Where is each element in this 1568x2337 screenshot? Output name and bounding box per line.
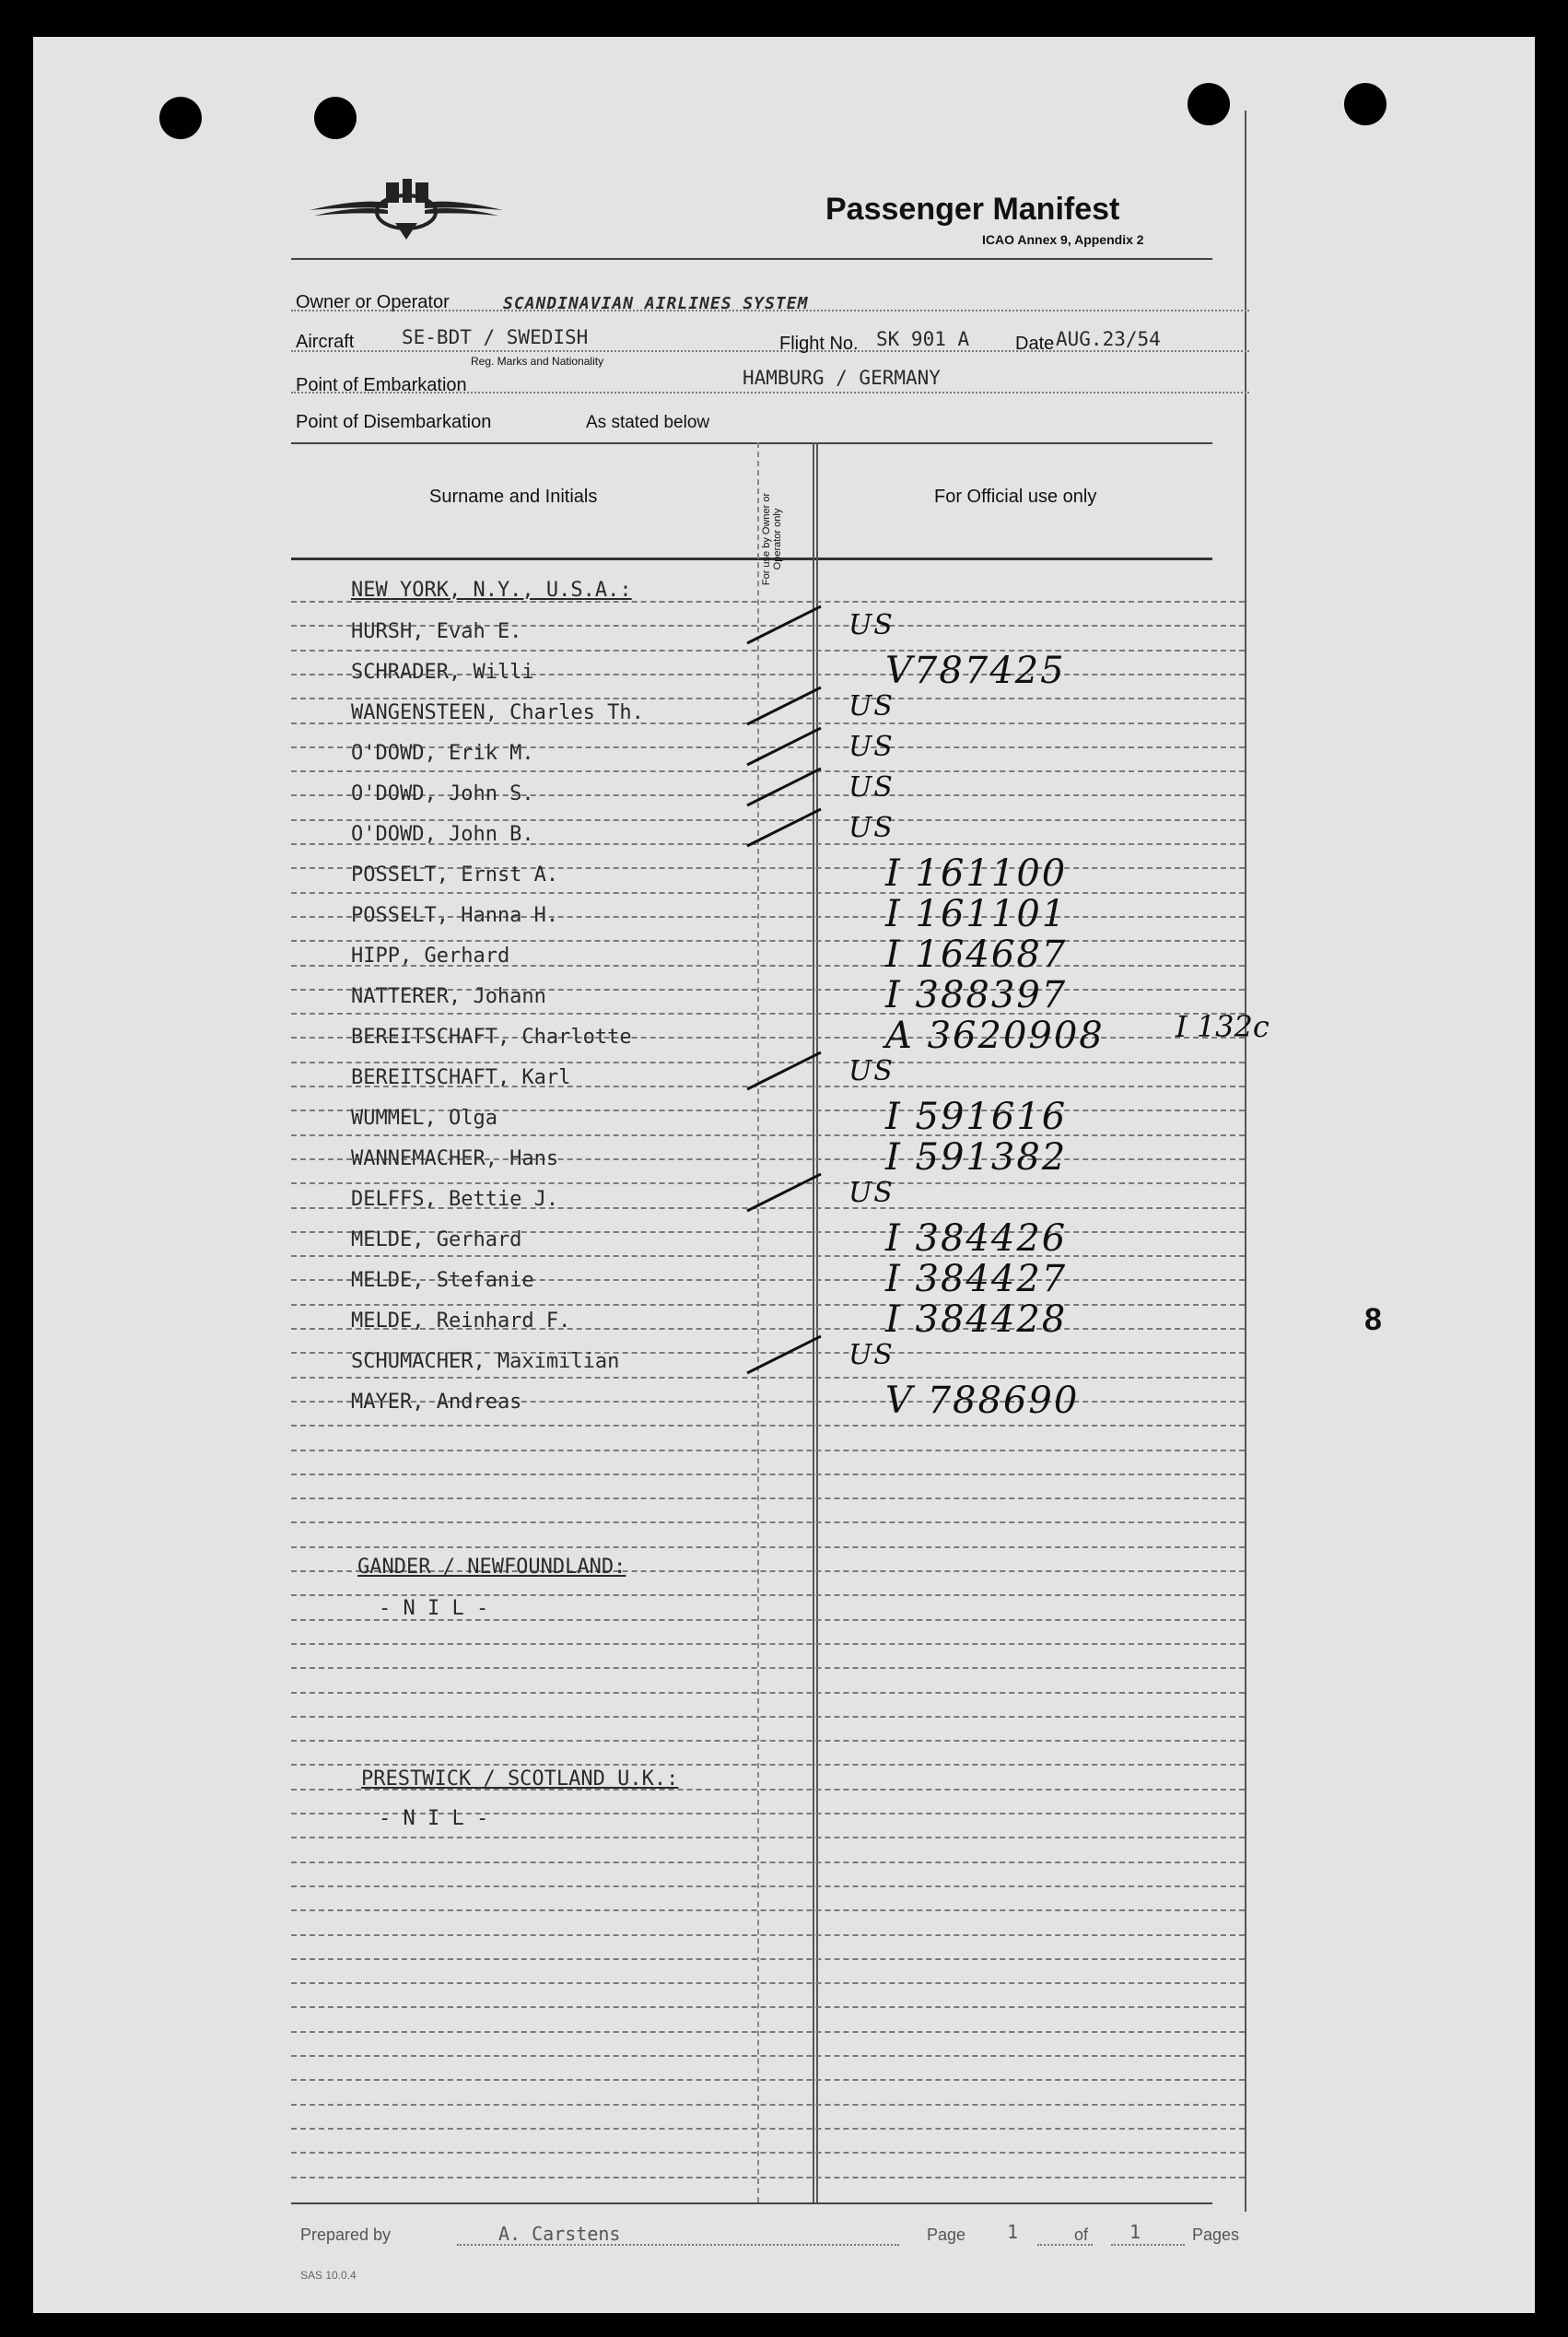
official-entry: I 591382 [885, 1136, 1068, 1179]
official-entry: I 384426 [885, 1217, 1068, 1260]
disembarkation-label: Point of Disembarkation [296, 412, 492, 432]
of-value: 1 [1129, 2221, 1141, 2243]
official-entry: A 3620908 [885, 1015, 1105, 1057]
aircraft-label: Aircraft [296, 332, 355, 352]
official-entry: I 384427 [885, 1258, 1068, 1300]
official-entry: I 161100 [885, 852, 1068, 895]
punch-hole [1188, 83, 1230, 125]
passenger-name: MELDE, Reinhard F. [351, 1309, 571, 1333]
margin-number: 8 [1364, 1302, 1382, 1337]
section-heading: GANDER / NEWFOUNDLAND: [357, 1556, 626, 1579]
aircraft-value: SE-BDT / SWEDISH [402, 326, 589, 348]
check-tick-mark [743, 1169, 825, 1215]
official-entry: US [848, 1177, 895, 1209]
document-title: Passenger Manifest [825, 192, 1120, 227]
official-extra: I 132c [1176, 1009, 1270, 1044]
divider [291, 2202, 1212, 2204]
official-entry: US [848, 771, 895, 804]
check-tick-mark [743, 683, 825, 729]
check-tick-mark [743, 602, 825, 648]
passenger-name: HIPP, Gerhard [351, 945, 510, 968]
official-entry: US [848, 1339, 895, 1371]
airline-logo [305, 175, 508, 249]
manifest-page [33, 37, 1535, 2313]
date-value: AUG.23/54 [1056, 328, 1161, 350]
page-label: Page [927, 2225, 966, 2244]
official-entry: I 161101 [885, 893, 1068, 935]
right-rule [1245, 111, 1246, 2212]
official-entry: V787425 [885, 650, 1066, 692]
check-tick-mark [743, 764, 825, 810]
prepared-value: A. Carstens [498, 2223, 621, 2245]
passenger-name: SCHRADER, Willi [351, 661, 534, 684]
section-note: - N I L - [379, 1597, 489, 1620]
punch-hole [314, 97, 357, 139]
check-tick-mark [743, 1332, 825, 1378]
section-heading: NEW YORK, N.Y., U.S.A.: [351, 579, 632, 602]
disembarkation-value: As stated below [586, 413, 710, 432]
passenger-name: WUMMEL, Olga [351, 1107, 497, 1130]
passenger-name: O'DOWD, Erik M. [351, 742, 534, 765]
passenger-name: DELFFS, Bettie J. [351, 1188, 559, 1211]
passenger-name: POSSELT, Ernst A. [351, 863, 559, 887]
passenger-name: BEREITSCHAFT, Charlotte [351, 1026, 632, 1049]
embarkation-value: HAMBURG / GERMANY [743, 367, 941, 389]
passenger-name: MAYER, Andreas [351, 1391, 522, 1414]
aircraft-sublabel: Reg. Marks and Nationality [471, 355, 604, 368]
form-code: SAS 10.0.4 [300, 2269, 357, 2282]
official-entry: US [848, 731, 895, 763]
passenger-name: O'DOWD, John S. [351, 782, 534, 805]
official-entry: US [848, 812, 895, 844]
passenger-name: MELDE, Gerhard [351, 1228, 522, 1251]
passenger-name: WANGENSTEEN, Charles Th. [351, 701, 644, 724]
document-subtitle: ICAO Annex 9, Appendix 2 [982, 232, 1144, 247]
passenger-name: BEREITSCHAFT, Karl [351, 1066, 571, 1089]
prepared-label: Prepared by [300, 2225, 392, 2244]
pages-label: Pages [1192, 2225, 1240, 2244]
official-entry: US [848, 690, 895, 722]
official-entry: V 788690 [885, 1380, 1080, 1422]
owner-value: SCANDINAVIAN AIRLINES SYSTEM [503, 294, 809, 313]
official-entry: I 164687 [885, 934, 1068, 976]
punch-hole [1344, 83, 1387, 125]
passenger-name: NATTERER, Johann [351, 985, 546, 1008]
check-tick-mark [743, 804, 825, 851]
official-entry: US [848, 609, 895, 641]
passenger-name: POSSELT, Hanna H. [351, 904, 559, 927]
flight-label: Flight No. [779, 334, 859, 354]
date-label: Date [1015, 334, 1055, 354]
flight-value: SK 901 A [876, 328, 970, 350]
column-header-name: Surname and Initials [429, 487, 598, 507]
section-heading: PRESTWICK / SCOTLAND U.K.: [361, 1767, 679, 1791]
page-value: 1 [1007, 2221, 1019, 2243]
passenger-name: HURSH, Evah E. [351, 620, 522, 643]
column-header-official: For Official use only [934, 487, 1097, 507]
punch-hole [159, 97, 202, 139]
official-entry: US [848, 1055, 895, 1087]
embarkation-label: Point of Embarkation [296, 375, 467, 395]
owner-label: Owner or Operator [296, 292, 450, 312]
passenger-name: WANNEMACHER, Hans [351, 1147, 559, 1170]
divider [291, 442, 1212, 444]
official-entry: I 591616 [885, 1096, 1068, 1138]
passenger-name: SCHUMACHER, Maximilian [351, 1350, 620, 1373]
section-note: - N I L - [379, 1807, 489, 1830]
official-entry: I 384428 [885, 1298, 1068, 1341]
passenger-name: O'DOWD, John B. [351, 823, 534, 846]
column-header-owner: For use by Owner or Operator only [761, 492, 783, 586]
of-label: of [1074, 2225, 1089, 2244]
divider [291, 258, 1212, 260]
passenger-name: MELDE, Stefanie [351, 1269, 534, 1292]
official-entry: I 388397 [885, 974, 1068, 1016]
divider [291, 558, 1212, 560]
check-tick-mark [743, 1048, 825, 1094]
check-tick-mark [743, 723, 825, 769]
